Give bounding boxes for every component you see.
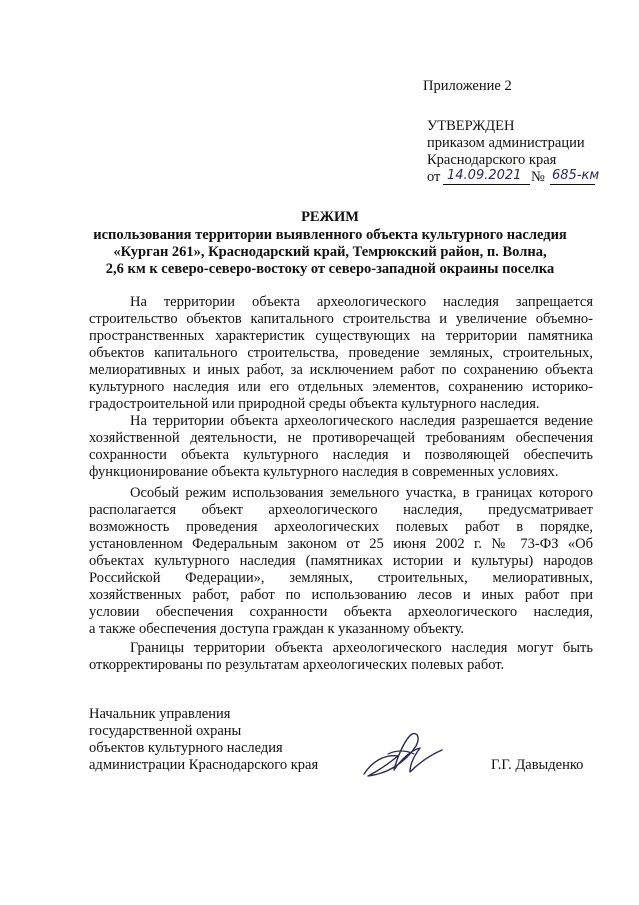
p1-line: пространственных характеристик существующих на территории памятника [89, 328, 593, 344]
p1-line: На территории объекта археологического наследия запрещается [130, 294, 593, 310]
p3-line: установленном Федеральным законом от 25 июня 2002 г. № 73-ФЗ «Об [89, 536, 593, 552]
appendix-label: Приложение 2 [423, 78, 512, 94]
p2-line: сохранности объекта культурного наследия и позволяющей обеспечить [89, 447, 593, 463]
p4-line: откорректированы по результатам археологических полевых работ. [89, 657, 505, 673]
signer-title-line: администрации Краснодарского края [89, 757, 319, 773]
p3-line: условии обеспечения сохранности объекта археологического наследия, [89, 604, 593, 620]
p3-line: возможность проведения археологических полевых работ в порядке, [89, 519, 593, 535]
handwritten-signature [358, 724, 448, 786]
p1-line: строительство объектов капитального строительства и увеличение объемно- [89, 311, 593, 327]
signer-name: Г.Г. Давыденко [491, 757, 584, 773]
p1-line: культурного наследия или его отдельных элементов, сохранению историко- [89, 379, 593, 395]
p2-line: хозяйственной деятельности, не противоречащей требованиям обеспечения [89, 430, 593, 446]
p4-line: Границы территории объекта археологического наследия могут быть [130, 640, 593, 656]
p3-line: располагается объект археологического наследия, предусматривает [89, 502, 593, 518]
p1-line: градостроительной или природной среды объекта культурного наследия. [89, 396, 540, 412]
p2-line: На территории объекта археологического наследия разрешается ведение [130, 413, 593, 429]
document-title: РЕЖИМ [301, 209, 359, 225]
number-prefix: № [531, 169, 545, 185]
p3-line: хозяйственных работ, работ по использованию лесов и иных работ при [89, 587, 593, 603]
signer-title-line: объектов культурного наследия [89, 740, 283, 756]
approved-label: УТВЕРЖДЕН [427, 118, 515, 134]
signer-title-line: Начальник управления [89, 706, 231, 722]
date-underline [443, 184, 530, 185]
signer-title-line: государственной охраны [89, 723, 242, 739]
region-line: Краснодарского края [427, 152, 557, 168]
number-handwritten: 685-км [552, 168, 600, 183]
title-line-3: 2,6 км к северо-северо-востоку от северо-западной окраины поселка [105, 261, 555, 277]
date-handwritten: 14.09.2021 [447, 168, 522, 183]
title-line-1: использования территории выявленного объекта культурного наследия [93, 227, 567, 243]
p3-line: Особый режим использования земельного участка, в границах которого [130, 485, 593, 501]
number-underline [550, 184, 595, 185]
date-prefix: от [427, 169, 441, 185]
p3-line: Российской Федерации», земляных, строительных, мелиоративных, [89, 570, 593, 586]
p1-line: объектов капитального строительства, проведение земляных, строительных, [89, 345, 593, 361]
p3-line: объектах культурного наследия (памятниках истории и культуры) народов [89, 553, 593, 569]
p1-line: мелиоративных и иных работ, за исключением работ по сохранению объекта [89, 362, 593, 378]
p3-line: а также обеспечения доступа граждан к указанному объекту. [89, 621, 464, 637]
title-line-2: «Курган 261», Краснодарский край, Темрюкский район, п. Волна, [113, 244, 547, 260]
order-line: приказом администрации [427, 135, 585, 151]
p2-line: функционирование объекта культурного наследия в современных условиях. [89, 464, 559, 480]
